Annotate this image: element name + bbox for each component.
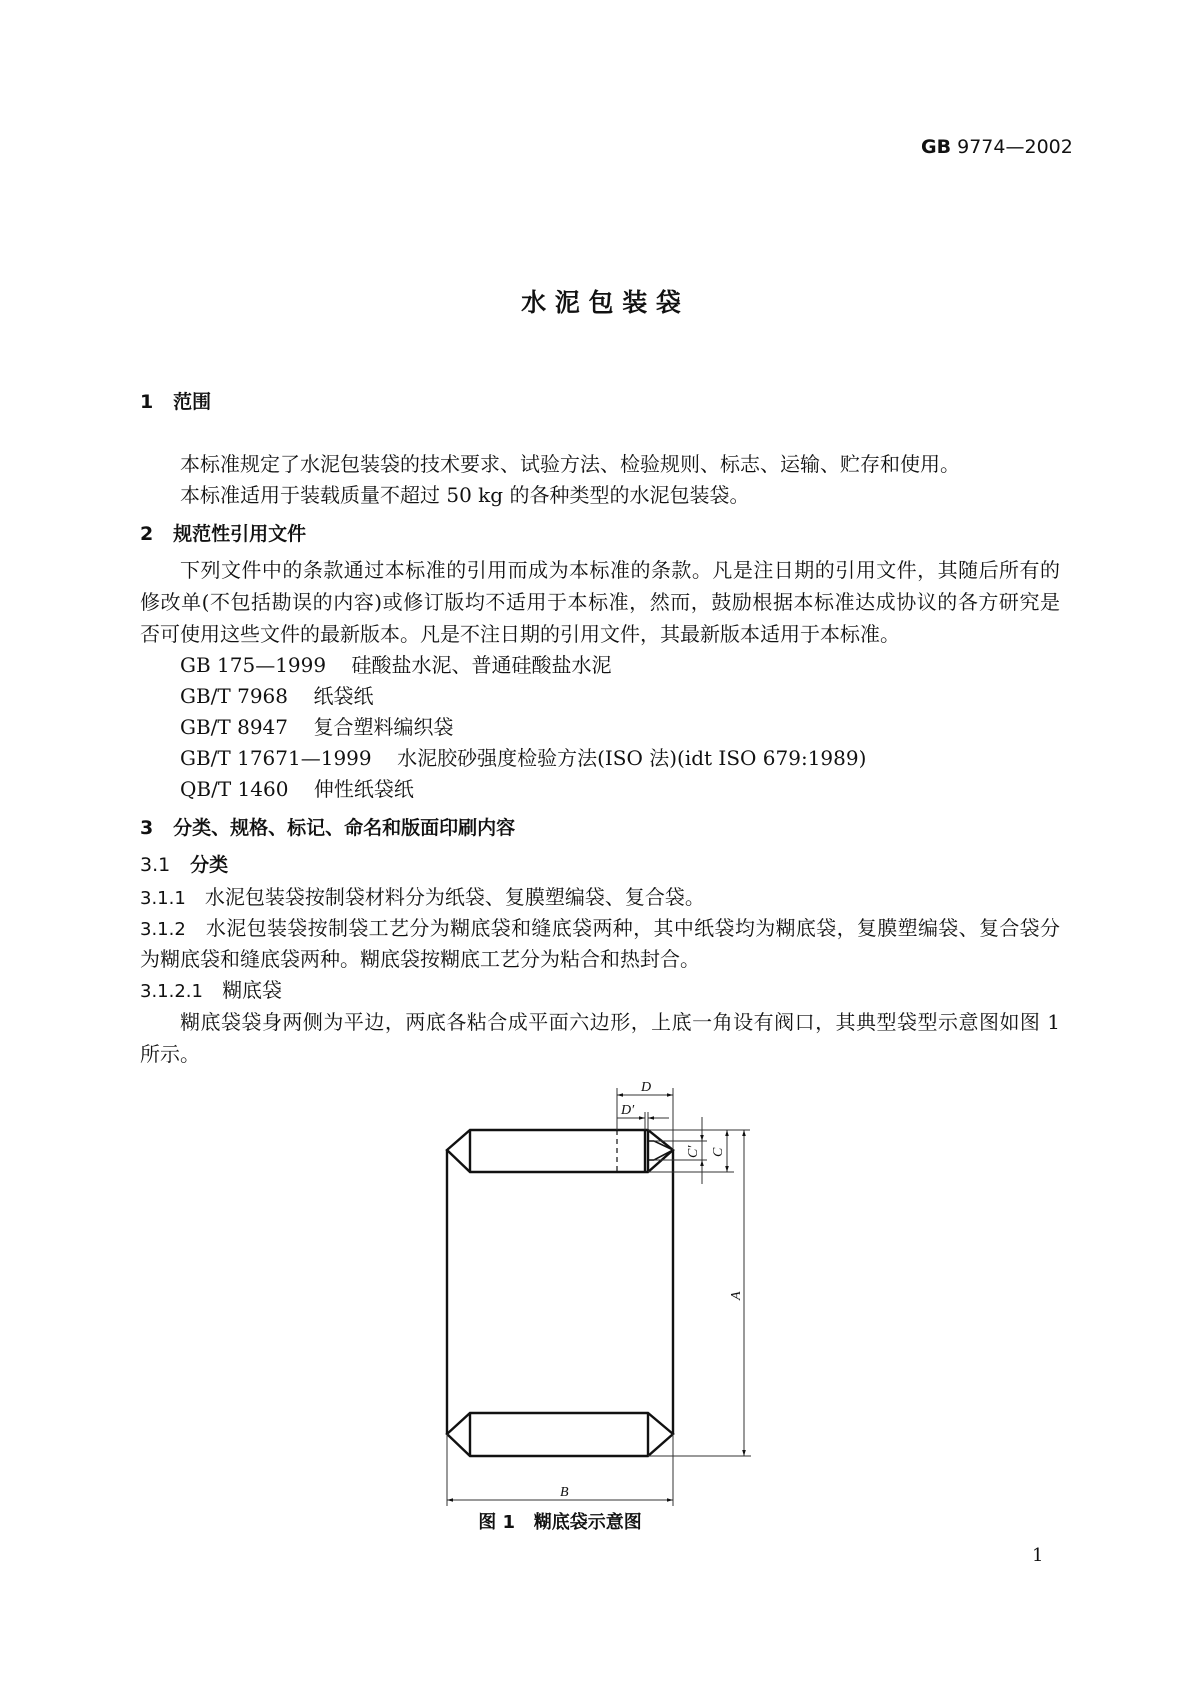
page-number: 1	[1032, 1545, 1044, 1566]
section-title: 分类、规格、标记、命名和版面印刷内容	[173, 817, 516, 839]
reference-code: GB/T 7968	[180, 684, 289, 708]
clause-text: 水泥包装袋按制袋工艺分为糊底袋和缝底袋两种，其中纸袋均为糊底袋，复膜塑编袋、复合袋分	[205, 916, 1061, 940]
reference-title: 伸性纸袋纸	[313, 777, 414, 801]
reference-code: QB/T 1460	[180, 777, 289, 801]
clause-number: 3.1.1	[140, 888, 186, 909]
reference-code: GB 175—1999	[180, 653, 327, 677]
section-number: 2	[140, 523, 154, 545]
reference-title: 纸袋纸	[313, 684, 374, 708]
dimension-label-B: B	[560, 1485, 569, 1500]
dimension-label-C-prime: C′	[686, 1145, 701, 1158]
figure-title: 糊底袋示意图	[533, 1512, 642, 1533]
paragraph-line: 否可使用这些文件的最新版本。凡是不注日期的引用文件，其最新版本适用于本标准。	[140, 622, 900, 646]
section-title: 分类	[190, 854, 229, 876]
reference-title: 水泥胶砂强度检验方法(ISO 法)(idt ISO 679:1989)	[397, 746, 867, 770]
paragraph: 本标准规定了水泥包装袋的技术要求、试验方法、检验规则、标志、运输、贮存和使用。	[180, 452, 960, 476]
section-title: 范围	[173, 391, 212, 413]
standard-number: 9774—2002	[957, 136, 1073, 158]
section-number: 3.1	[140, 854, 171, 876]
section-number: 1	[140, 391, 154, 413]
dimension-label-C: C	[711, 1147, 726, 1157]
figure-number: 图 1	[478, 1512, 515, 1533]
dimension-label-D-prime: D′	[621, 1103, 635, 1118]
paragraph-line: 糊底袋袋身两侧为平边，两底各粘合成平面六边形，上底一角设有阀口，其典型袋型示意图如图 1	[180, 1010, 1060, 1034]
clause-number: 3.1.2	[140, 919, 186, 940]
paragraph: 本标准适用于装载质量不超过 50 kg 的各种类型的水泥包装袋。	[180, 483, 750, 507]
paragraph-line: 为糊底袋和缝底袋两种。糊底袋按糊底工艺分为粘合和热封合。	[140, 947, 700, 971]
reference-title: 硅酸盐水泥、普通硅酸盐水泥	[351, 653, 612, 677]
standard-prefix: GB	[921, 136, 952, 158]
reference-title: 复合塑料编织袋	[313, 715, 454, 739]
bag-outline	[447, 1130, 673, 1456]
section-number: 3	[140, 817, 154, 839]
dimension-lines	[447, 1088, 751, 1506]
reference-code: GB/T 17671—1999	[180, 746, 372, 770]
clause-text: 水泥包装袋按制袋材料分为纸袋、复膜塑编袋、复合袋。	[204, 885, 705, 909]
clause-number: 3.1.2.1	[140, 981, 203, 1002]
dimension-label-A: A	[729, 1291, 744, 1300]
paragraph-line: 修改单(不包括勘误的内容)或修订版均不适用于本标准，然而，鼓励根据本标准达成协议的各方研究是	[140, 590, 1060, 614]
dimension-label-D: D	[641, 1080, 652, 1095]
clause-title: 糊底袋	[222, 978, 283, 1002]
paragraph-line: 所示。	[140, 1042, 200, 1066]
section-title: 规范性引用文件	[173, 523, 307, 545]
figure-caption	[0, 1510, 1120, 1536]
reference-code: GB/T 8947	[180, 715, 289, 739]
paragraph-line: 下列文件中的条款通过本标准的引用而成为本标准的条款。凡是注日期的引用文件，其随后所有的	[180, 558, 1060, 582]
page-title: 水 泥 包 装 袋	[521, 288, 681, 317]
